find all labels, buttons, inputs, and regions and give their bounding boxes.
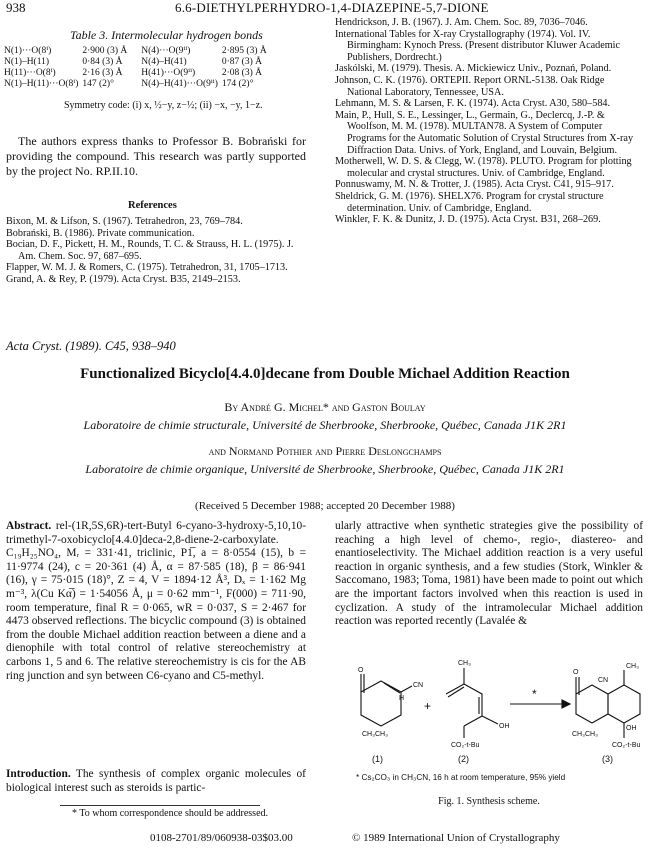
- table-cell: 0·84 (3) Å: [82, 57, 123, 67]
- article-title: Functionalized Bicyclo[4.4.0]decane from Double Michael Addition Reaction: [80, 366, 570, 382]
- introduction-label: Introduction.: [6, 768, 71, 780]
- reference-entry: Lehmann, M. S. & Larsen, F. K. (1974). Acta Cryst. A30, 580–584.: [335, 98, 611, 110]
- footer-code: 0108-2701/89/060938-03$03.00: [150, 832, 293, 844]
- references-left: [6, 216, 308, 286]
- abstract-label: Abstract.: [6, 520, 52, 532]
- synthesis-scheme: [336, 652, 642, 792]
- table-cell: N(1)–H(11)···O(8ⁱ): [4, 79, 79, 89]
- c1-dimethyl: CH₃CH₃: [362, 731, 388, 738]
- symmetry-code: Symmetry code: (i) x, ½−y, z−½; (ii) −x, −y, 1−z.: [64, 100, 263, 111]
- affiliation-1: Laboratoire de chimie structurale, Université de Sherbrooke, Sherbrooke, Québec, Canada J1K 2R1: [83, 418, 567, 432]
- c3-oh: OH: [626, 725, 637, 732]
- table-cell: N(1)–H(11): [4, 57, 50, 67]
- c2-oh: OH: [499, 723, 510, 730]
- c3-dimethyl: CH₃CH₃: [572, 731, 598, 738]
- table-cell: N(4)···O(9ⁱⁱ): [141, 46, 191, 56]
- c3-oxygen: O: [573, 669, 579, 676]
- c1-h: H: [399, 695, 405, 702]
- table-row: [4, 57, 271, 68]
- compound-3-ring-b: [608, 685, 640, 723]
- reference-entry: Main, P., Hull, S. E., Lessinger, L., Germain, G., Declercq, J.-P. & Woolfson, M. M. (1978). MULTAN78. A System of Computer Programs for the Automatic Solution of Crystal Structures from X-ray Diffraction Data. Univs. of York, England, and Louvain, Belgium.: [335, 109, 634, 156]
- table-cell: 2·900 (3) Å: [82, 46, 128, 56]
- abstract: [6, 520, 306, 683]
- reference-entry: Bixon, M. & Lifson, S. (1967). Tetrahedron, 23, 769–784.: [6, 216, 243, 227]
- table-cell: N(4)–H(41)···O(9ⁱⁱ): [141, 79, 218, 89]
- page-number: 938: [6, 0, 26, 15]
- table3-caption: Table 3. Intermolecular hydrogen bonds: [70, 28, 263, 42]
- acknowledgement: The authors express thanks to Professor B. Bobrański for providing the compound. This research was partly supported by the project No. RP.II.10.: [6, 134, 306, 178]
- label-compound-2: (2): [458, 754, 469, 764]
- reference-entry: Motherwell, W. D. S. & Clegg, W. (1978). PLUTO. Program for plotting molecular and crystal structures. Univ. of Cambridge, England.: [335, 156, 632, 179]
- references-right: [335, 17, 641, 226]
- reference-entry: Jaskólski, M. (1979). Thesis. A. Mickiewicz Univ., Poznań, Poland.: [335, 63, 612, 75]
- footnote: * To whom correspondence should be addressed.: [72, 808, 269, 819]
- reaction-star: *: [532, 687, 537, 701]
- footer-copyright: © 1989 International Union of Crystallography: [352, 832, 560, 844]
- reaction-conditions: * Cs₂CO₃ in CH₃CN, 16 h at room temperature, 95% yield: [356, 773, 566, 782]
- table-cell: H(41)···O(9ⁱⁱ): [141, 68, 196, 78]
- abstract-text: rel-(1R,5S,6R)-tert-Butyl 6-cyano-3-hydroxy-5,10,10-trimethyl-7-oxobicyclo[4.4.0]deca-2,8-diene-2-carboxylate. C₁₉H₂₅NO₄, Mᵣ = 331·41, triclinic, P1̅, a = 8·0554 (15), b = 11·9774 (24), c = 20·361 (4) Å, α = 87·585 (18), β = 86·941 (16), γ = 75·015 (18)°, Z = 4, V = 1894·12 Å³, Dₓ = 1·162 Mg m⁻³, λ(Cu Kα̅) = 1·54056 Å, μ = 0·62 mm⁻¹, F(000) = 711·90, room temperature, final R = 0·065, wR = 0·037, S = 2·467 for 4473 observed reflections. The bicyclic compound (3) is obtained from the double Michael addition reaction between a diene and a dienophile with total control of relative stereochemistry at carbons 1, 5 and 6. The relative stereochemistry is cis for the AB ring junction and syn between C6-cyano and C5-methyl.: [6, 520, 306, 682]
- plus-sign: +: [424, 699, 432, 713]
- authors-2: and Normand Pothier and Pierre Deslongchamps: [208, 444, 442, 458]
- table-cell: 147 (2)°: [82, 79, 114, 89]
- table-cell: 174 (2)°: [221, 79, 254, 89]
- reference-entry: Johnson, C. K. (1976). ORTEPII. Report ORNL-5138. Oak Ridge National Laboratory, Tennessee, USA.: [335, 74, 605, 98]
- table-cell: N(1)···O(8ⁱ): [4, 46, 52, 56]
- reference-entry: Winkler, F. K. & Dunitz, J. D. (1975). Acta Cryst. B31, 268–269.: [335, 214, 601, 226]
- c2-ester: CO₂-t-Bu: [451, 742, 480, 749]
- c1-oxygen: O: [358, 667, 364, 674]
- figure-caption: Fig. 1. Synthesis scheme.: [438, 796, 540, 807]
- table-cell: 2·08 (3) Å: [221, 68, 262, 78]
- c3-methyl: CH₃: [626, 663, 639, 670]
- reference-entry: Bobrański, B. (1986). Private communication.: [6, 227, 195, 239]
- table-cell: H(11)···O(8ⁱ): [4, 68, 56, 78]
- reference-entry: Grand, A. & Rey, P. (1979). Acta Cryst. B35, 2149–2153.: [6, 273, 241, 285]
- compound-3-ring-a: [576, 685, 608, 723]
- c1-cn: CN: [413, 682, 424, 689]
- label-compound-3: (3): [602, 754, 613, 764]
- received-dates: (Received 5 December 1988; accepted 20 December 1988): [195, 500, 455, 512]
- c2-methyl: CH₃: [458, 660, 471, 667]
- table-cell: 2·895 (3) Å: [221, 46, 267, 56]
- reference-entry: Bocian, D. F., Pickett, H. M., Rounds, T. C. & Strauss, H. L. (1975). J. Am. Chem. Soc. 97, 687–695.: [6, 239, 294, 262]
- c1-cn-bond: [401, 686, 412, 692]
- table-row: [4, 68, 271, 79]
- table-cell: 2·16 (3) Å: [82, 68, 123, 78]
- table-row: [4, 46, 271, 57]
- affiliation-2: Laboratoire de chimie organique, Université de Sherbrooke, Sherbrooke, Québec, Canada J1K 2R1: [85, 462, 565, 476]
- right-column-text: ularly attractive when synthetic strategies give the possibility of reaching a high level of chemo-, regio-, diastereo- and enantioselectivity. The Michael addition reaction is a very useful reaction in organic synthesis, and a few studies (Stork, Winkler & Saccomano, 1983; Toma, 1981) have been made to point out which are the important factors involved when this reaction is used in cyclization. A study of the intramolecular Michael addition reaction was reported recently (Lavalée &: [335, 520, 643, 628]
- introduction-text: The synthesis of complex organic molecules of biological interest such as steroids is partic-: [6, 768, 306, 794]
- hbond-table: [4, 46, 271, 90]
- references-heading: References: [128, 200, 177, 211]
- table-cell: 0·87 (3) Å: [221, 57, 262, 67]
- table-cell: N(4)–H(41): [141, 57, 187, 67]
- reference-entry: Ponnuswamy, M. N. & Trotter, J. (1985). Acta Cryst. C41, 915–917.: [335, 179, 614, 191]
- label-compound-1: (1): [372, 754, 383, 764]
- reference-entry: International Tables for X-ray Crystallography (1974). Vol. IV. Birmingham: Kynoch Press. (Present distributor Kluwer Academic Publishers, Dordrecht.): [335, 28, 621, 63]
- authors-1: By André G. Michel* and Gaston Boulay: [224, 400, 426, 414]
- journal-reference: Acta Cryst. (1989). C45, 938–940: [6, 339, 176, 353]
- c3-ester: CO₂-t-Bu: [612, 742, 641, 749]
- c3-cn: CN: [598, 677, 609, 684]
- reference-entry: Hendrickson, J. B. (1967). J. Am. Chem. Soc. 89, 7036–7046.: [335, 17, 588, 28]
- compound-1-ring: [361, 681, 401, 726]
- introduction: [6, 768, 306, 795]
- reference-entry: Sheldrick, G. M. (1976). SHELX76. Program for crystal structure determination. Univ. of Cambridge, England.: [335, 190, 604, 214]
- table-row: [4, 79, 271, 90]
- running-title: 6.6-DIETHYLPERHYDRO-1,4-DIAZEPINE-5,7-DIONE: [175, 0, 489, 15]
- footnote-rule: [60, 805, 260, 806]
- reference-entry: Flapper, W. M. J. & Romers, C. (1975). Tetrahedron, 31, 1705–1713.: [6, 262, 288, 274]
